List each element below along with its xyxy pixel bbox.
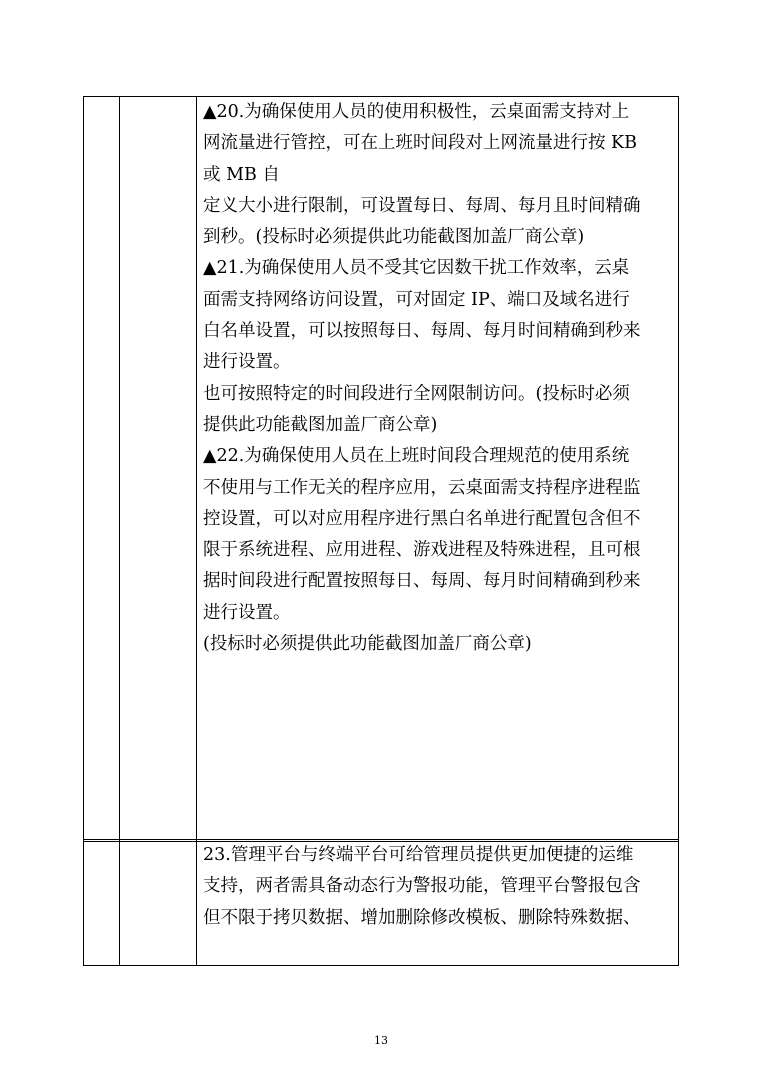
requirement-cell bbox=[197, 97, 679, 842]
text-line: 23.管理平台与终端平台可给管理员提供更加便捷的运维 bbox=[203, 845, 634, 865]
text-line: (投标时必须提供此功能截图加盖厂商公章) bbox=[203, 634, 532, 655]
text-line: 提供此功能截图加盖厂商公章) bbox=[203, 414, 438, 435]
text-line: 控设置，可以对应用程序进行黑白名单进行配置包含但不 bbox=[203, 508, 641, 529]
text-line: 到秒。(投标时必须提供此功能截图加盖厂商公章) bbox=[203, 227, 585, 248]
page-number: 13 bbox=[374, 1034, 388, 1047]
index-cell bbox=[84, 840, 120, 966]
requirement-text bbox=[197, 97, 678, 660]
item-cell bbox=[120, 840, 197, 966]
text-line: 限于系统进程、应用进程、游戏进程及特殊进程，且可根 bbox=[203, 540, 641, 561]
text-line: 进行设置。 bbox=[203, 602, 291, 623]
text-line: 不使用与工作无关的程序应用，云桌面需支持程序进程监 bbox=[203, 477, 641, 498]
spec-table-row-23 bbox=[83, 839, 679, 966]
text-line: 但不限于拷贝数据、增加删除修改模板、删除特殊数据、 bbox=[203, 907, 641, 928]
requirement-cell bbox=[197, 840, 679, 966]
index-cell bbox=[84, 97, 120, 842]
text-line: 定义大小进行限制，可设置每日、每周、每月且时间精确 bbox=[203, 195, 641, 216]
spec-table-row-20-22 bbox=[83, 96, 679, 842]
item-cell bbox=[120, 97, 197, 842]
text-line: 也可按照特定的时间段进行全网限制访问。(投标时必须 bbox=[203, 383, 630, 404]
text-line: 进行设置。 bbox=[203, 352, 291, 373]
text-line: 网流量进行管控，可在上班时间段对上网流量进行按 KB bbox=[203, 133, 637, 154]
text-line: 支持，两者需具备动态行为警报功能，管理平台警报包含 bbox=[203, 876, 641, 897]
text-line: 据时间段进行配置按照每日、每周、每月时间精确到秒来 bbox=[203, 571, 641, 592]
text-line: 面需支持网络访问设置，可对固定 IP、端口及域名进行 bbox=[203, 289, 630, 310]
text-line: 白名单设置，可以按照每日、每周、每月时间精确到秒来 bbox=[203, 321, 641, 342]
text-line: ▲22.为确保使用人员在上班时间段合理规范的使用系统 bbox=[203, 446, 630, 467]
requirement-text bbox=[197, 840, 678, 934]
text-line: ▲20.为确保使用人员的使用积极性，云桌面需支持对上 bbox=[203, 102, 630, 122]
text-line: 或 MB 自 bbox=[203, 164, 280, 185]
text-line: ▲21.为确保使用人员不受其它因数干扰工作效率，云桌 bbox=[203, 258, 630, 279]
